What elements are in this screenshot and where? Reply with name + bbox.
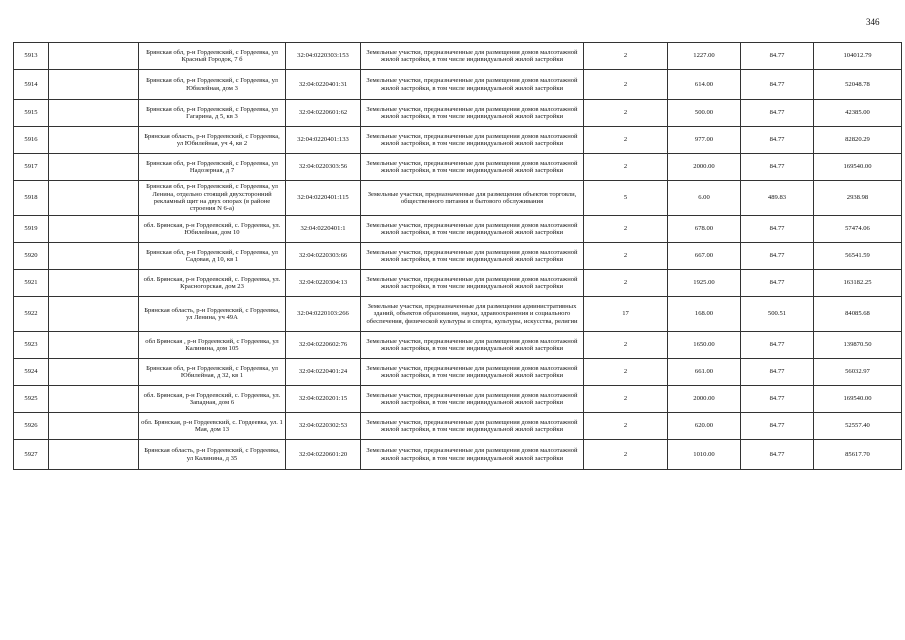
empty-cell	[49, 297, 139, 332]
table-row	[14, 332, 902, 359]
land-use-cell: Земельные участки, предназначенные для размещения административных зданий, объектов образования, науки, здравоохранения и социального обеспечения, физической культуры и спорта, культуры, искусства, религии	[361, 297, 584, 332]
cadastral-number-cell: 32:04:0220303:66	[286, 243, 361, 270]
rate-cell: 489.83	[741, 181, 814, 216]
value-cell: 56032.97	[814, 359, 902, 386]
page-number: 346	[866, 17, 880, 27]
value-cell: 42385.00	[814, 100, 902, 127]
land-valuation-table	[13, 42, 902, 470]
area-cell: 1925.00	[668, 270, 741, 297]
group-cell: 2	[584, 127, 668, 154]
area-cell: 661.00	[668, 359, 741, 386]
group-cell: 2	[584, 154, 668, 181]
empty-cell	[49, 386, 139, 413]
row-number: 5922	[14, 297, 49, 332]
address-cell: Брянская обл, р-н Гордеевский, с Гордеевка, ул Юбилейная, дом 3	[139, 70, 286, 100]
area-cell: 6.00	[668, 181, 741, 216]
table-row	[14, 440, 902, 470]
table-row	[14, 386, 902, 413]
cadastral-number-cell: 32:04:0220601:62	[286, 100, 361, 127]
table-row	[14, 181, 902, 216]
group-cell: 2	[584, 413, 668, 440]
row-number: 5925	[14, 386, 49, 413]
group-cell: 2	[584, 440, 668, 470]
group-cell: 2	[584, 243, 668, 270]
row-number: 5913	[14, 43, 49, 70]
empty-cell	[49, 413, 139, 440]
land-use-cell: Земельные участки, предназначенные для размещения домов малоэтажной жилой застройки, в том числе индивидуальной жилой застройки	[361, 386, 584, 413]
cadastral-number-cell: 32:04:0220602:76	[286, 332, 361, 359]
table-row	[14, 359, 902, 386]
row-number: 5914	[14, 70, 49, 100]
value-cell: 163182.25	[814, 270, 902, 297]
table-row	[14, 216, 902, 243]
cadastral-number-cell: 32:04:0220303:153	[286, 43, 361, 70]
area-cell: 620.00	[668, 413, 741, 440]
land-use-cell: Земельные участки, предназначенные для размещения домов малоэтажной жилой застройки, в том числе индивидуальной жилой застройки	[361, 127, 584, 154]
empty-cell	[49, 43, 139, 70]
empty-cell	[49, 100, 139, 127]
table-row	[14, 127, 902, 154]
rate-cell: 84.77	[741, 332, 814, 359]
land-use-cell: Земельные участки, предназначенные для размещения домов малоэтажной жилой застройки, в том числе индивидуальной жилой застройки	[361, 413, 584, 440]
address-cell: Брянская область, р-н Гордеевский, с Гордеевка, ул Юбилейная, уч 4, кв 2	[139, 127, 286, 154]
empty-cell	[49, 70, 139, 100]
row-number: 5918	[14, 181, 49, 216]
value-cell: 169540.00	[814, 154, 902, 181]
group-cell: 2	[584, 216, 668, 243]
empty-cell	[49, 359, 139, 386]
land-use-cell: Земельные участки, предназначенные для размещения объектов торговли, общественного питания и бытового обслуживания	[361, 181, 584, 216]
land-use-cell: Земельные участки, предназначенные для размещения домов малоэтажной жилой застройки, в том числе индивидуальной жилой застройки	[361, 332, 584, 359]
group-cell: 2	[584, 43, 668, 70]
value-cell: 57474.06	[814, 216, 902, 243]
land-use-cell: Земельные участки, предназначенные для размещения домов малоэтажной жилой застройки, в том числе индивидуальной жилой застройки	[361, 270, 584, 297]
rate-cell: 84.77	[741, 359, 814, 386]
table-row	[14, 154, 902, 181]
row-number: 5917	[14, 154, 49, 181]
cadastral-number-cell: 32:04:0220401:31	[286, 70, 361, 100]
rate-cell: 84.77	[741, 100, 814, 127]
address-cell: Брянская обл, р-н Гордеевский, с Гордеевка, ул Красный Городок, 7 б	[139, 43, 286, 70]
address-cell: Брянская обл, р-н Гордеевский, с Гордеевка, ул Садовая, д 10, кв 1	[139, 243, 286, 270]
empty-cell	[49, 154, 139, 181]
table-row	[14, 70, 902, 100]
empty-cell	[49, 332, 139, 359]
group-cell: 2	[584, 270, 668, 297]
area-cell: 2000.00	[668, 154, 741, 181]
cadastral-number-cell: 32:04:0220304:13	[286, 270, 361, 297]
table-row	[14, 413, 902, 440]
empty-cell	[49, 216, 139, 243]
land-use-cell: Земельные участки, предназначенные для размещения домов малоэтажной жилой застройки, в том числе индивидуальной жилой застройки	[361, 43, 584, 70]
row-number: 5923	[14, 332, 49, 359]
cadastral-number-cell: 32:04:0220601:20	[286, 440, 361, 470]
address-cell: Брянская обл, р-н Гордеевский, с Гордеевка, ул Юбилейная, д 32, кв 1	[139, 359, 286, 386]
value-cell: 56541.59	[814, 243, 902, 270]
address-cell: Брянская область, р-н Гордеевский, с Гордеевка, ул Калинина, д 35	[139, 440, 286, 470]
rate-cell: 84.77	[741, 216, 814, 243]
address-cell: обл. Брянская, р-н Гордеевский, с. Гордеевка, ул. Западная, дом 6	[139, 386, 286, 413]
value-cell: 52048.78	[814, 70, 902, 100]
empty-cell	[49, 243, 139, 270]
area-cell: 678.00	[668, 216, 741, 243]
cadastral-number-cell: 32:04:0220303:56	[286, 154, 361, 181]
group-cell: 2	[584, 100, 668, 127]
address-cell: обл. Брянская, р-н Гордеевский, с. Гордеевка, ул. Красногорская, дом 23	[139, 270, 286, 297]
address-cell: обл. Брянская, р-н Гордеевский, с. Гордеевка, ул. Юбилейная, дом 10	[139, 216, 286, 243]
land-use-cell: Земельные участки, предназначенные для размещения домов малоэтажной жилой застройки, в том числе индивидуальной жилой застройки	[361, 70, 584, 100]
table-row	[14, 43, 902, 70]
group-cell: 2	[584, 70, 668, 100]
cadastral-number-cell: 32:04:0220302:53	[286, 413, 361, 440]
rate-cell: 84.77	[741, 243, 814, 270]
row-number: 5915	[14, 100, 49, 127]
value-cell: 2938.98	[814, 181, 902, 216]
address-cell: Брянская обл, р-н Гордеевский, с Гордеевка, ул Надозерная, д 7	[139, 154, 286, 181]
table-row	[14, 243, 902, 270]
area-cell: 1650.00	[668, 332, 741, 359]
area-cell: 1010.00	[668, 440, 741, 470]
area-cell: 2000.00	[668, 386, 741, 413]
group-cell: 2	[584, 332, 668, 359]
group-cell: 2	[584, 386, 668, 413]
empty-cell	[49, 270, 139, 297]
row-number: 5919	[14, 216, 49, 243]
table-row	[14, 100, 902, 127]
row-number: 5920	[14, 243, 49, 270]
rate-cell: 84.77	[741, 70, 814, 100]
row-number: 5926	[14, 413, 49, 440]
rate-cell: 84.77	[741, 386, 814, 413]
value-cell: 82820.29	[814, 127, 902, 154]
land-use-cell: Земельные участки, предназначенные для размещения домов малоэтажной жилой застройки, в том числе индивидуальной жилой застройки	[361, 359, 584, 386]
cadastral-number-cell: 32:04:0220401:1	[286, 216, 361, 243]
row-number: 5924	[14, 359, 49, 386]
group-cell: 17	[584, 297, 668, 332]
value-cell: 169540.00	[814, 386, 902, 413]
area-cell: 168.00	[668, 297, 741, 332]
value-cell: 84085.68	[814, 297, 902, 332]
land-use-cell: Земельные участки, предназначенные для размещения домов малоэтажной жилой застройки, в том числе индивидуальной жилой застройки	[361, 154, 584, 181]
rate-cell: 84.77	[741, 413, 814, 440]
value-cell: 139870.50	[814, 332, 902, 359]
table-row	[14, 270, 902, 297]
row-number: 5927	[14, 440, 49, 470]
value-cell: 104012.79	[814, 43, 902, 70]
land-use-cell: Земельные участки, предназначенные для размещения домов малоэтажной жилой застройки, в том числе индивидуальной жилой застройки	[361, 440, 584, 470]
empty-cell	[49, 440, 139, 470]
cadastral-number-cell: 32:04:0220103:266	[286, 297, 361, 332]
rate-cell: 500.51	[741, 297, 814, 332]
rate-cell: 84.77	[741, 43, 814, 70]
empty-cell	[49, 181, 139, 216]
address-cell: Брянская обл, р-н Гордеевский, с Гордеевка, ул Гагарина, д 5, кв 3	[139, 100, 286, 127]
land-use-cell: Земельные участки, предназначенные для размещения домов малоэтажной жилой застройки, в том числе индивидуальной жилой застройки	[361, 100, 584, 127]
group-cell: 5	[584, 181, 668, 216]
land-use-cell: Земельные участки, предназначенные для размещения домов малоэтажной жилой застройки, в том числе индивидуальной жилой застройки	[361, 216, 584, 243]
rate-cell: 84.77	[741, 270, 814, 297]
address-cell: обл Брянская , р-н Гордеевский, с Гордеевка, ул Калинина, дом 105	[139, 332, 286, 359]
value-cell: 52557.40	[814, 413, 902, 440]
row-number: 5916	[14, 127, 49, 154]
cadastral-number-cell: 32:04:0220401:133	[286, 127, 361, 154]
cadastral-number-cell: 32:04:0220401:115	[286, 181, 361, 216]
address-cell: Брянская область, р-н Гордеевский, с Гордеевка, ул Ленина, уч 49А	[139, 297, 286, 332]
value-cell: 85617.70	[814, 440, 902, 470]
area-cell: 614.00	[668, 70, 741, 100]
row-number: 5921	[14, 270, 49, 297]
cadastral-number-cell: 32:04:0220201:15	[286, 386, 361, 413]
table-row	[14, 297, 902, 332]
area-cell: 977.00	[668, 127, 741, 154]
empty-cell	[49, 127, 139, 154]
rate-cell: 84.77	[741, 440, 814, 470]
address-cell: Брянская обл, р-н Гордеевский, с Гордеевка, ул Ленина, отдельно стоящий двухсторонний рекламный щит на двух опорах (в районе строения N 6-а)	[139, 181, 286, 216]
area-cell: 1227.00	[668, 43, 741, 70]
area-cell: 667.00	[668, 243, 741, 270]
rate-cell: 84.77	[741, 127, 814, 154]
area-cell: 500.00	[668, 100, 741, 127]
group-cell: 2	[584, 359, 668, 386]
rate-cell: 84.77	[741, 154, 814, 181]
address-cell: обл. Брянская, р-н Гордеевский, с. Гордеевка, ул. 1 Мая, дом 13	[139, 413, 286, 440]
cadastral-number-cell: 32:04:0220401:24	[286, 359, 361, 386]
land-use-cell: Земельные участки, предназначенные для размещения домов малоэтажной жилой застройки, в том числе индивидуальной жилой застройки	[361, 243, 584, 270]
